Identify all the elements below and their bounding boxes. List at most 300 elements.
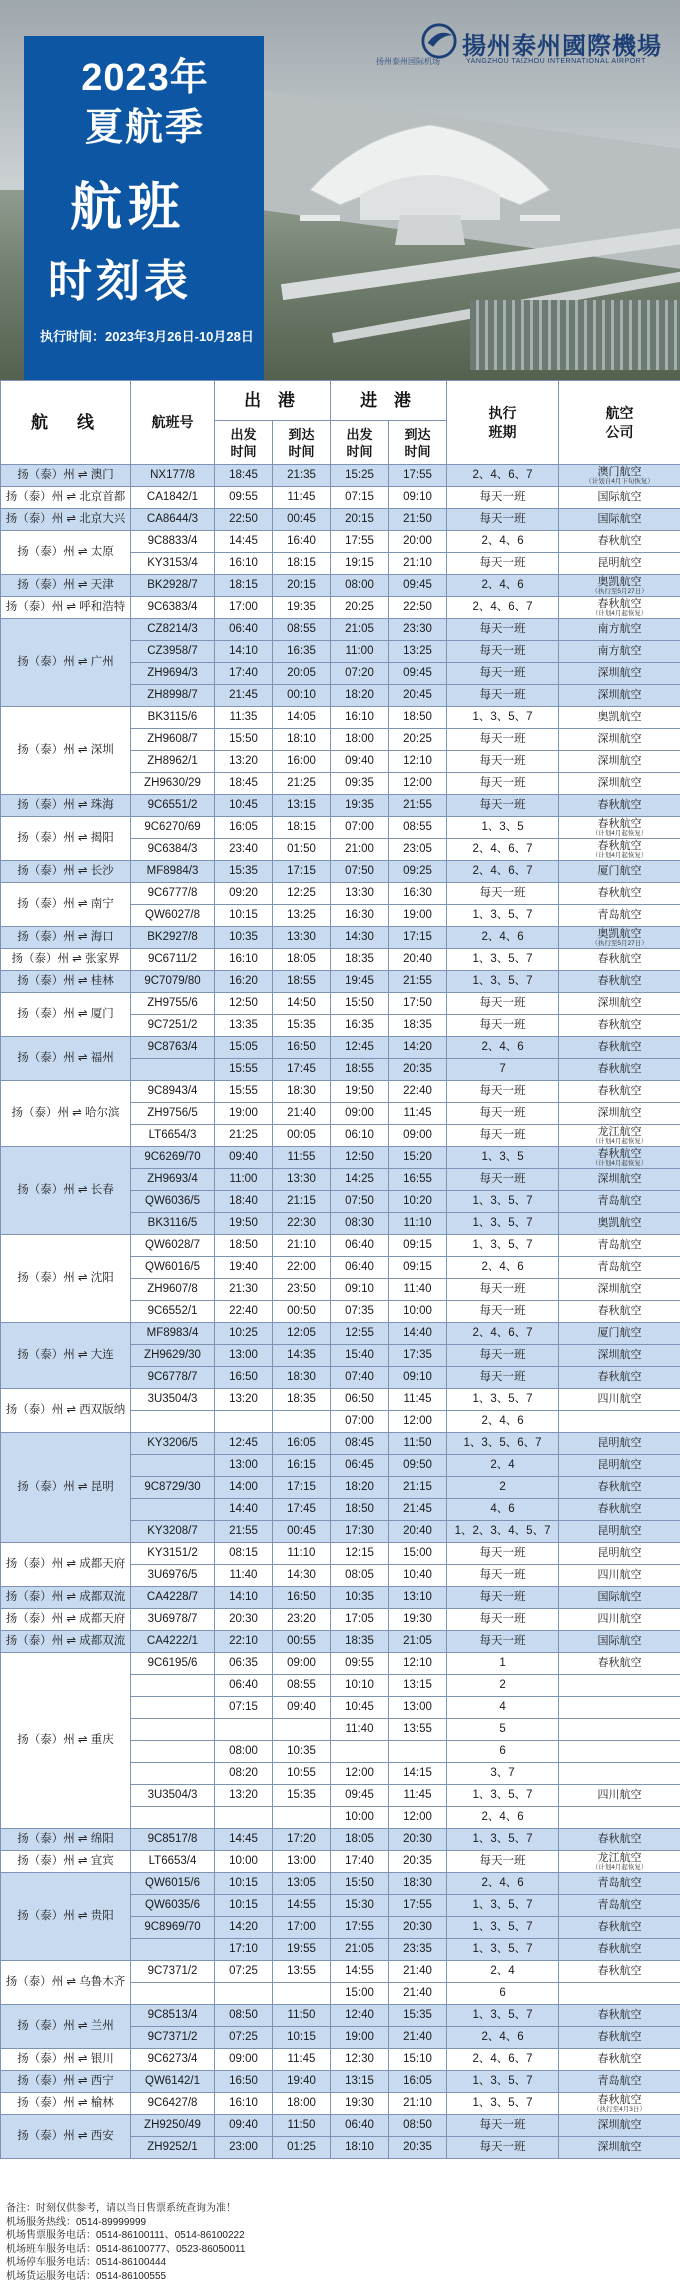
arr-time-cell: 10:35 xyxy=(273,1741,331,1763)
arr-time-in-cell: 17:15 xyxy=(389,927,447,949)
days-cell: 每天一班 xyxy=(447,1543,559,1565)
arr-time-cell: 01:25 xyxy=(273,2137,331,2159)
route-cell: 扬（泰）州 ⇌ 重庆 xyxy=(1,1653,131,1829)
dep-time-cell: 16:50 xyxy=(215,2071,273,2093)
airline-cell: 昆明航空 xyxy=(559,553,680,575)
days-cell: 1、3、5、7 xyxy=(447,905,559,927)
arr-time-in-cell: 20:30 xyxy=(389,1829,447,1851)
arr-time-cell: 15:35 xyxy=(273,1015,331,1037)
footer-ticket-phone: 机场售票服务电话：0514-86100111、0514-86100222 xyxy=(6,2230,245,2241)
flight-no-cell: 3U6978/7 xyxy=(131,1609,215,1631)
airline-note: （计划4月起恢复） xyxy=(591,829,648,837)
arr-time-in-cell: 21:45 xyxy=(389,1499,447,1521)
table-row xyxy=(1,1961,680,1983)
dep-time-cell: 21:55 xyxy=(215,1521,273,1543)
route-cell: 扬（泰）州 ⇌ 桂林 xyxy=(1,971,131,993)
dep-time-cell: 18:15 xyxy=(215,575,273,597)
arr-time-cell: 00:45 xyxy=(273,509,331,531)
header-arr-time-2: 到达时间 xyxy=(389,421,447,465)
airline-note: （计划4月起恢复） xyxy=(591,1137,648,1145)
arr-time-in-cell: 20:35 xyxy=(389,1851,447,1873)
airline-cell: 春秋航空 xyxy=(559,883,680,905)
dep-time-cell xyxy=(215,1719,273,1741)
route-cell: 扬（泰）州 ⇌ 榆林 xyxy=(1,2093,131,2115)
arr-time-cell: 18:15 xyxy=(273,817,331,839)
arr-time-cell: 18:05 xyxy=(273,949,331,971)
dep-time-cell: 19:50 xyxy=(215,1213,273,1235)
arr-time-in-cell: 18:30 xyxy=(389,1873,447,1895)
arr-time-in-cell: 14:40 xyxy=(389,1323,447,1345)
title-season: 夏航季 xyxy=(84,107,205,149)
airline-cell: 春秋航空 xyxy=(559,1499,680,1521)
airline-cell: 春秋航空 xyxy=(559,2049,680,2071)
flight-no-cell: QW6027/8 xyxy=(131,905,215,927)
flight-no-cell: 3U6976/5 xyxy=(131,1565,215,1587)
arr-time-cell: 11:45 xyxy=(273,2049,331,2071)
flight-no-cell: 9C6195/6 xyxy=(131,1653,215,1675)
dep-time-cell: 13:20 xyxy=(215,1785,273,1807)
arr-time-cell: 20:15 xyxy=(273,575,331,597)
footer-cargo-phone: 机场货运服务电话：0514-86100555 xyxy=(6,2270,167,2282)
days-cell: 每天一班 xyxy=(447,773,559,795)
arr-time-in-cell: 09:00 xyxy=(389,1125,447,1147)
dep-time-in-cell: 12:00 xyxy=(331,1763,389,1785)
flight-no-cell: ZH8998/7 xyxy=(131,685,215,707)
arr-time-cell: 18:30 xyxy=(273,1367,331,1389)
arr-time-cell: 11:55 xyxy=(273,1147,331,1169)
table-row xyxy=(1,2093,680,2115)
dep-time-cell: 17:40 xyxy=(215,663,273,685)
dep-time-in-cell: 18:35 xyxy=(331,949,389,971)
arr-time-in-cell: 13:25 xyxy=(389,641,447,663)
route-cell: 扬（泰）州 ⇌ 宜宾 xyxy=(1,1851,131,1873)
route-cell: 扬（泰）州 ⇌ 西宁 xyxy=(1,2071,131,2093)
table-row xyxy=(1,531,680,553)
arr-time-in-cell: 09:25 xyxy=(389,861,447,883)
days-cell: 2、4、6 xyxy=(447,531,559,553)
flight-no-cell: 9C7371/2 xyxy=(131,2027,215,2049)
dep-time-in-cell: 06:10 xyxy=(331,1125,389,1147)
arr-time-cell: 18:10 xyxy=(273,729,331,751)
table-row xyxy=(1,2005,680,2027)
arr-time-cell: 00:50 xyxy=(273,1301,331,1323)
days-cell: 1、2、3、4、5、7 xyxy=(447,1521,559,1543)
arr-time-in-cell: 19:30 xyxy=(389,1609,447,1631)
dep-time-cell xyxy=(215,1807,273,1829)
days-cell: 2、4、6、7 xyxy=(447,597,559,619)
airline-cell: 龙江航空 （计划4月起恢复） xyxy=(559,1851,680,1873)
days-cell: 每天一班 xyxy=(447,2115,559,2137)
flight-no-cell: 9C6778/7 xyxy=(131,1367,215,1389)
table-row xyxy=(1,2115,680,2137)
arr-time-in-cell: 11:45 xyxy=(389,1785,447,1807)
footer-hotline: 机场服务热线：0514-89999999 xyxy=(6,2216,147,2228)
flight-no-cell xyxy=(131,1939,215,1961)
arr-time-cell: 10:15 xyxy=(273,2027,331,2049)
airline-cell: 奥凯航空 xyxy=(559,707,680,729)
flight-no-cell: 9C6384/3 xyxy=(131,839,215,861)
flight-no-cell: 9C7371/2 xyxy=(131,1961,215,1983)
table-row xyxy=(1,1235,680,1257)
route-cell: 扬（泰）州 ⇌ 太原 xyxy=(1,531,131,575)
flight-no-cell: KY3208/7 xyxy=(131,1521,215,1543)
airline-cell: 春秋航空 xyxy=(559,971,680,993)
dep-time-in-cell: 17:30 xyxy=(331,1521,389,1543)
dep-time-in-cell: 18:00 xyxy=(331,729,389,751)
days-cell: 每天一班 xyxy=(447,663,559,685)
airline-cell: 春秋航空 xyxy=(559,1037,680,1059)
days-cell: 1、3、5、7 xyxy=(447,1389,559,1411)
dep-time-cell: 09:55 xyxy=(215,487,273,509)
header-airline: 航空公司 xyxy=(559,381,680,465)
flight-no-cell: ZH8962/1 xyxy=(131,751,215,773)
arr-time-in-cell: 17:55 xyxy=(389,1895,447,1917)
airline-cell: 春秋航空 xyxy=(559,531,680,553)
arr-time-in-cell: 21:40 xyxy=(389,1961,447,1983)
title-schedule: 时刻表 xyxy=(48,257,192,306)
flight-no-cell: 9C6552/1 xyxy=(131,1301,215,1323)
arr-time-cell: 16:40 xyxy=(273,531,331,553)
flight-no-cell: BK2927/8 xyxy=(131,927,215,949)
days-cell: 每天一班 xyxy=(447,1851,559,1873)
airline-cell: 青岛航空 xyxy=(559,1895,680,1917)
dep-time-cell: 08:15 xyxy=(215,1543,273,1565)
route-cell: 扬（泰）州 ⇌ 西双版纳 xyxy=(1,1389,131,1433)
airline-cell: 春秋航空 xyxy=(559,1367,680,1389)
dep-time-cell: 07:25 xyxy=(215,1961,273,1983)
arr-time-cell: 19:35 xyxy=(273,597,331,619)
days-cell: 2、4、6、7 xyxy=(447,465,559,487)
route-cell: 扬（泰）州 ⇌ 厦门 xyxy=(1,993,131,1037)
days-cell: 每天一班 xyxy=(447,883,559,905)
arr-time-in-cell: 08:50 xyxy=(389,2115,447,2137)
arr-time-cell: 00:55 xyxy=(273,1631,331,1653)
days-cell: 每天一班 xyxy=(447,1125,559,1147)
days-cell: 2 xyxy=(447,1477,559,1499)
route-cell: 扬（泰）州 ⇌ 昆明 xyxy=(1,1433,131,1543)
route-cell: 扬（泰）州 ⇌ 南宁 xyxy=(1,883,131,927)
days-cell: 1、3、5、7 xyxy=(447,1895,559,1917)
dep-time-cell xyxy=(215,1983,273,2005)
arr-time-cell: 13:30 xyxy=(273,927,331,949)
arr-time-in-cell: 16:05 xyxy=(389,2071,447,2093)
arr-time-in-cell: 20:40 xyxy=(389,1521,447,1543)
days-cell: 每天一班 xyxy=(447,729,559,751)
arr-time-cell: 14:05 xyxy=(273,707,331,729)
dep-time-cell: 23:00 xyxy=(215,2137,273,2159)
days-cell: 2、4、6、7 xyxy=(447,861,559,883)
flight-no-cell: 9C7079/80 xyxy=(131,971,215,993)
airline-cell: 春秋航空 xyxy=(559,795,680,817)
arr-time-in-cell: 20:45 xyxy=(389,685,447,707)
arr-time-in-cell: 12:10 xyxy=(389,1653,447,1675)
flight-no-cell xyxy=(131,1675,215,1697)
airline-cell: 深圳航空 xyxy=(559,729,680,751)
days-cell: 2、4 xyxy=(447,1961,559,1983)
arr-time-in-cell: 11:50 xyxy=(389,1433,447,1455)
arr-time-in-cell: 20:35 xyxy=(389,2137,447,2159)
airline-cell: 国际航空 xyxy=(559,487,680,509)
days-cell: 1、3、5、7 xyxy=(447,2071,559,2093)
arr-time-in-cell: 20:40 xyxy=(389,949,447,971)
dep-time-in-cell: 08:45 xyxy=(331,1433,389,1455)
arr-time-in-cell: 17:55 xyxy=(389,465,447,487)
table-row xyxy=(1,597,680,619)
airline-cell: 深圳航空 xyxy=(559,2137,680,2159)
dep-time-in-cell: 17:05 xyxy=(331,1609,389,1631)
dep-time-cell: 14:10 xyxy=(215,641,273,663)
route-cell: 扬（泰）州 ⇌ 贵阳 xyxy=(1,1873,131,1961)
days-cell: 1、3、5、7 xyxy=(447,707,559,729)
arr-time-cell: 16:00 xyxy=(273,751,331,773)
title-year: 2023年 xyxy=(81,57,209,99)
airline-note: （计划4月起恢复） xyxy=(591,1863,648,1871)
dep-time-in-cell: 13:15 xyxy=(331,2071,389,2093)
dep-time-cell: 07:25 xyxy=(215,2027,273,2049)
arr-time-in-cell: 12:00 xyxy=(389,1411,447,1433)
dep-time-in-cell: 10:00 xyxy=(331,1807,389,1829)
dep-time-in-cell: 19:00 xyxy=(331,2027,389,2049)
arr-time-cell: 18:30 xyxy=(273,1081,331,1103)
arr-time-in-cell: 19:00 xyxy=(389,905,447,927)
dep-time-cell: 22:10 xyxy=(215,1631,273,1653)
days-cell: 5 xyxy=(447,1719,559,1741)
airline-cell: 厦门航空 xyxy=(559,861,680,883)
arr-time-cell: 01:50 xyxy=(273,839,331,861)
airline-note: （计划4月起恢复） xyxy=(591,609,648,617)
flight-no-cell: 3U3504/3 xyxy=(131,1389,215,1411)
flight-no-cell: 9C8943/4 xyxy=(131,1081,215,1103)
airline-cell: 昆明航空 xyxy=(559,1543,680,1565)
dep-time-cell: 09:00 xyxy=(215,2049,273,2071)
dep-time-cell: 11:40 xyxy=(215,1565,273,1587)
airline-cell: 深圳航空 xyxy=(559,685,680,707)
dep-time-cell: 19:40 xyxy=(215,1257,273,1279)
arr-time-cell xyxy=(273,1807,331,1829)
dep-time-in-cell: 12:40 xyxy=(331,2005,389,2027)
dep-time-in-cell: 18:20 xyxy=(331,685,389,707)
arr-time-cell: 12:05 xyxy=(273,1323,331,1345)
arr-time-cell: 20:05 xyxy=(273,663,331,685)
dep-time-in-cell: 06:45 xyxy=(331,1455,389,1477)
airline-note: （执行至4月3日） xyxy=(593,2105,646,2113)
dep-time-cell: 15:05 xyxy=(215,1037,273,1059)
footer-shuttle-phone: 机场班车服务电话：0514-86100777、0523-86050011 xyxy=(6,2243,246,2255)
dep-time-cell: 13:35 xyxy=(215,1015,273,1037)
arr-time-in-cell xyxy=(389,1741,447,1763)
flight-no-cell: 9C8833/4 xyxy=(131,531,215,553)
flight-no-cell: 9C6270/69 xyxy=(131,817,215,839)
dep-time-cell: 21:25 xyxy=(215,1125,273,1147)
flight-no-cell: 9C6383/4 xyxy=(131,597,215,619)
arr-time-cell: 00:45 xyxy=(273,1521,331,1543)
arr-time-in-cell: 11:45 xyxy=(389,1389,447,1411)
days-cell: 每天一班 xyxy=(447,751,559,773)
days-cell: 3、7 xyxy=(447,1763,559,1785)
arr-time-cell: 17:15 xyxy=(273,1477,331,1499)
arr-time-cell: 17:20 xyxy=(273,1829,331,1851)
dep-time-in-cell xyxy=(331,1741,389,1763)
dep-time-in-cell: 07:40 xyxy=(331,1367,389,1389)
dep-time-in-cell: 17:40 xyxy=(331,1851,389,1873)
route-cell: 扬（泰）州 ⇌ 成都天府 xyxy=(1,1609,131,1631)
airline-cell: 春秋航空 xyxy=(559,1477,680,1499)
airport-name-cn: 揚州泰州國際機場 xyxy=(462,31,662,60)
days-cell: 7 xyxy=(447,1059,559,1081)
days-cell: 2、4、6 xyxy=(447,1807,559,1829)
arr-time-in-cell: 15:00 xyxy=(389,1543,447,1565)
arr-time-cell: 22:00 xyxy=(273,1257,331,1279)
table-row xyxy=(1,883,680,905)
dep-time-in-cell: 19:45 xyxy=(331,971,389,993)
arr-time-in-cell: 09:45 xyxy=(389,663,447,685)
footer-notes xyxy=(0,2198,680,2286)
dep-time-in-cell: 07:20 xyxy=(331,663,389,685)
dep-time-in-cell: 20:15 xyxy=(331,509,389,531)
days-cell: 每天一班 xyxy=(447,487,559,509)
arr-time-in-cell: 15:10 xyxy=(389,2049,447,2071)
flight-no-cell: LT6654/3 xyxy=(131,1125,215,1147)
arr-time-in-cell: 21:40 xyxy=(389,1983,447,2005)
dep-time-cell: 08:50 xyxy=(215,2005,273,2027)
arr-time-in-cell: 09:50 xyxy=(389,1455,447,1477)
dep-time-cell: 23:40 xyxy=(215,839,273,861)
flight-no-cell: ZH9607/8 xyxy=(131,1279,215,1301)
table-row xyxy=(1,1037,680,1059)
parking-lot xyxy=(470,300,680,370)
dep-time-cell: 18:45 xyxy=(215,773,273,795)
airline-note: （计划4月起恢复） xyxy=(591,851,648,859)
airline-cell: 青岛航空 xyxy=(559,1257,680,1279)
flight-no-cell: ZH9694/3 xyxy=(131,663,215,685)
airline-cell: 澳门航空 （计划自4月下旬恢复） xyxy=(559,465,680,487)
dep-time-cell: 21:45 xyxy=(215,685,273,707)
dep-time-cell: 14:20 xyxy=(215,1917,273,1939)
days-cell: 每天一班 xyxy=(447,1367,559,1389)
arr-time-in-cell: 12:10 xyxy=(389,751,447,773)
arr-time-cell: 13:25 xyxy=(273,905,331,927)
route-cell: 扬（泰）州 ⇌ 成都天府 xyxy=(1,1543,131,1587)
airline-cell xyxy=(559,1411,680,1433)
days-cell: 2、4、6 xyxy=(447,927,559,949)
arr-time-cell: 18:35 xyxy=(273,1389,331,1411)
days-cell: 每天一班 xyxy=(447,2137,559,2159)
airline-cell: 奥凯航空 （执行至5月27日） xyxy=(559,927,680,949)
route-cell: 扬（泰）州 ⇌ 揭阳 xyxy=(1,817,131,861)
arr-time-cell: 14:35 xyxy=(273,1345,331,1367)
dep-time-cell: 09:20 xyxy=(215,883,273,905)
airline-cell xyxy=(559,1697,680,1719)
arr-time-in-cell: 20:30 xyxy=(389,1917,447,1939)
airline-cell: 青岛航空 xyxy=(559,905,680,927)
airport-logo xyxy=(420,20,670,80)
airline-cell: 春秋航空 xyxy=(559,1961,680,1983)
flight-no-cell: BK3116/5 xyxy=(131,1213,215,1235)
dep-time-cell: 14:45 xyxy=(215,1829,273,1851)
table-row xyxy=(1,1543,680,1565)
flight-no-cell xyxy=(131,1455,215,1477)
arr-time-in-cell: 17:35 xyxy=(389,1345,447,1367)
airline-cell xyxy=(559,1719,680,1741)
dep-time-in-cell: 17:55 xyxy=(331,531,389,553)
arr-time-in-cell: 16:55 xyxy=(389,1169,447,1191)
arr-time-in-cell: 12:00 xyxy=(389,773,447,795)
days-cell: 每天一班 xyxy=(447,1279,559,1301)
days-cell: 2、4、6 xyxy=(447,2027,559,2049)
flight-no-cell xyxy=(131,1697,215,1719)
arr-time-in-cell: 14:20 xyxy=(389,1037,447,1059)
days-cell: 2、4 xyxy=(447,1455,559,1477)
days-cell: 1、3、5、7 xyxy=(447,1917,559,1939)
airline-cell: 春秋航空 xyxy=(559,1015,680,1037)
flight-no-cell xyxy=(131,1741,215,1763)
arr-time-in-cell: 21:40 xyxy=(389,2027,447,2049)
flight-no-cell: 9C7251/2 xyxy=(131,1015,215,1037)
title-flight: 航班 xyxy=(70,179,187,237)
route-cell: 扬（泰）州 ⇌ 天津 xyxy=(1,575,131,597)
flight-no-cell: 9C8969/70 xyxy=(131,1917,215,1939)
route-cell: 扬（泰）州 ⇌ 澳门 xyxy=(1,465,131,487)
days-cell: 1、3、5、7 xyxy=(447,2093,559,2115)
dep-time-in-cell: 07:50 xyxy=(331,1191,389,1213)
dep-time-in-cell: 15:30 xyxy=(331,1895,389,1917)
days-cell: 每天一班 xyxy=(447,685,559,707)
arr-time-cell: 11:45 xyxy=(273,487,331,509)
arr-time-cell: 13:05 xyxy=(273,1873,331,1895)
airline-cell: 深圳航空 xyxy=(559,773,680,795)
dep-time-cell: 15:55 xyxy=(215,1059,273,1081)
flight-no-cell: CA8644/3 xyxy=(131,509,215,531)
arr-time-cell: 17:15 xyxy=(273,861,331,883)
header-dep-time: 出发时间 xyxy=(215,421,273,465)
dep-time-cell: 10:15 xyxy=(215,905,273,927)
airline-cell: 南方航空 xyxy=(559,619,680,641)
airline-cell: 厦门航空 xyxy=(559,1323,680,1345)
arr-time-in-cell: 10:00 xyxy=(389,1301,447,1323)
dep-time-cell: 13:00 xyxy=(215,1455,273,1477)
airline-cell: 春秋航空 xyxy=(559,1917,680,1939)
dep-time-cell: 15:55 xyxy=(215,1081,273,1103)
dep-time-in-cell: 14:55 xyxy=(331,1961,389,1983)
days-cell: 每天一班 xyxy=(447,1587,559,1609)
days-cell: 每天一班 xyxy=(447,993,559,1015)
dep-time-cell: 09:40 xyxy=(215,1147,273,1169)
arr-time-in-cell: 18:35 xyxy=(389,1015,447,1037)
table-row xyxy=(1,619,680,641)
days-cell: 1、3、5、7 xyxy=(447,1213,559,1235)
arr-time-cell: 09:40 xyxy=(273,1697,331,1719)
arr-time-in-cell: 21:55 xyxy=(389,795,447,817)
airline-cell: 龙江航空 （计划4月起恢复） xyxy=(559,1125,680,1147)
airline-cell: 春秋航空 xyxy=(559,1059,680,1081)
flight-no-cell: KY3206/5 xyxy=(131,1433,215,1455)
airline-cell xyxy=(559,1675,680,1697)
days-cell: 2、4、6 xyxy=(447,1257,559,1279)
arr-time-in-cell: 10:20 xyxy=(389,1191,447,1213)
table-row xyxy=(1,1609,680,1631)
table-row xyxy=(1,575,680,597)
dep-time-cell: 13:00 xyxy=(215,1345,273,1367)
flight-no-cell: 3U3504/3 xyxy=(131,1785,215,1807)
flight-no-cell: CA4222/1 xyxy=(131,1631,215,1653)
dep-time-in-cell: 18:35 xyxy=(331,1631,389,1653)
arr-time-in-cell: 11:45 xyxy=(389,1103,447,1125)
dep-time-cell: 06:35 xyxy=(215,1653,273,1675)
days-cell: 2、4、6 xyxy=(447,1873,559,1895)
dep-time-cell: 10:15 xyxy=(215,1873,273,1895)
dep-time-cell: 14:00 xyxy=(215,1477,273,1499)
airline-cell: 春秋航空 xyxy=(559,1939,680,1961)
